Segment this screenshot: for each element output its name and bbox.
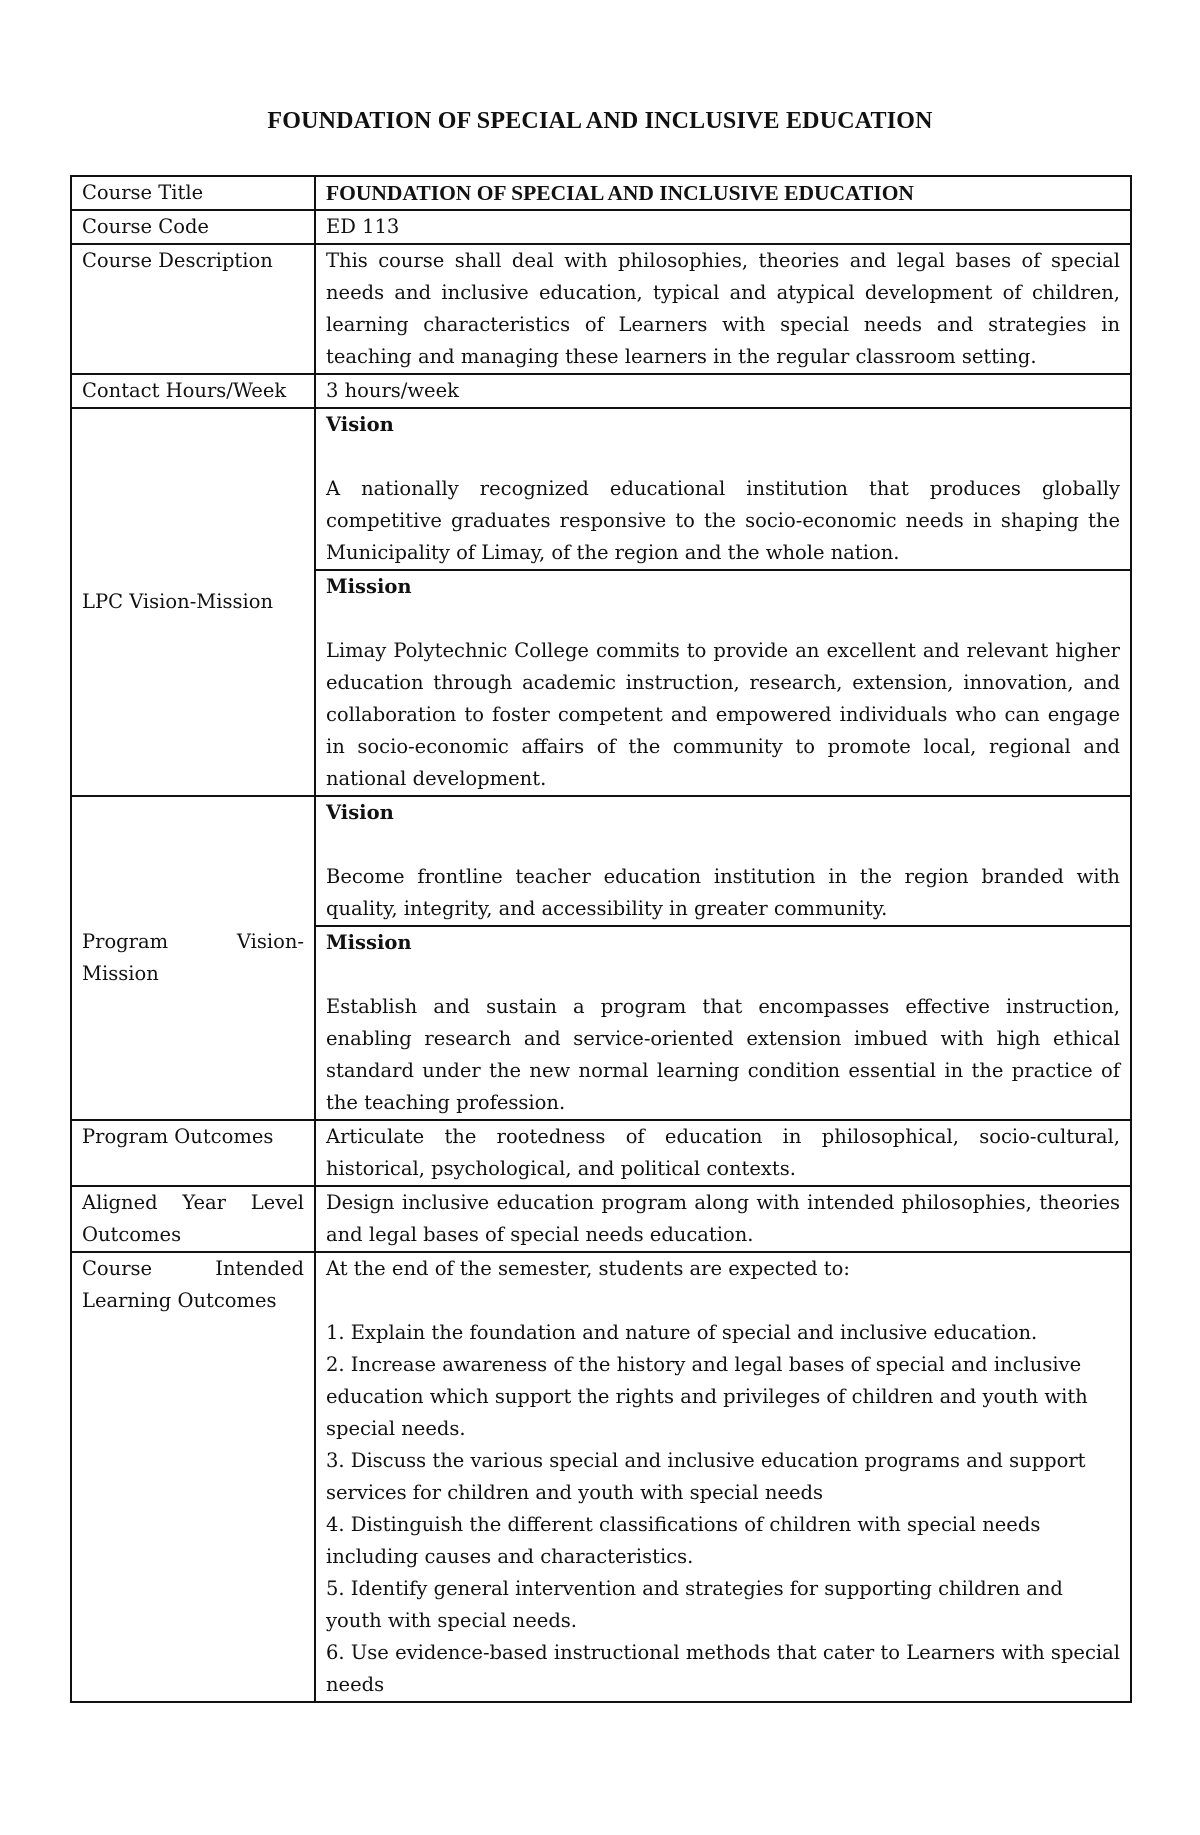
lpc-vision-row — [71, 408, 1131, 570]
program-vision-heading: Vision — [326, 801, 394, 824]
page-title: FOUNDATION OF SPECIAL AND INCLUSIVE EDUCATION — [267, 108, 933, 134]
lpc-vision-text: A nationally recognized educational institution that produces globally competitive graduates responsive to the socio-economic needs in shaping the Municipality of Limay, of the region and the whole nation. — [326, 477, 1120, 564]
spacer — [326, 603, 1120, 635]
course-intended-learning-outcomes-cell — [315, 1252, 1131, 1702]
program-outcomes-value: Articulate the rootedness of education in philosophical, socio-cultural, historical, psychological, and political contexts. — [315, 1120, 1131, 1186]
outcomes-intro: At the end of the semester, students are expected to: — [326, 1257, 850, 1280]
aligned-year-level-outcomes-label: Aligned Year Level Outcomes — [71, 1186, 315, 1252]
spacer — [326, 1285, 1120, 1317]
program-vision-row — [71, 796, 1131, 926]
spacer — [326, 829, 1120, 861]
lpc-vision-cell — [315, 408, 1131, 570]
course-description-label: Course Description — [71, 244, 315, 374]
spacer — [326, 959, 1120, 991]
aligned-year-level-outcomes-value: Design inclusive education program along with intended philosophies, theories and legal bases of special needs education. — [315, 1186, 1131, 1252]
lpc-vision-heading: Vision — [326, 413, 394, 436]
course-code-label: Course Code — [71, 210, 315, 244]
outcome-item-5: 5. Identify general intervention and strategies for supporting children and youth with special needs. — [326, 1577, 1063, 1632]
lpc-mission-heading: Mission — [326, 575, 412, 598]
program-mission-heading: Mission — [326, 931, 412, 954]
lpc-vision-mission-label: LPC Vision-Mission — [71, 408, 315, 796]
outcome-item-6: 6. Use evidence-based instructional methods that cater to Learners with special needs — [326, 1641, 1120, 1696]
course-description-row — [71, 244, 1131, 374]
outcome-item-1: 1. Explain the foundation and nature of special and inclusive education. — [326, 1321, 1038, 1344]
program-outcomes-label: Program Outcomes — [71, 1120, 315, 1186]
course-syllabus-table — [70, 175, 1132, 1703]
program-mission-cell — [315, 926, 1131, 1120]
program-vision-text: Become frontline teacher education institution in the region branded with quality, integrity, and accessibility in greater community. — [326, 865, 1120, 920]
course-description-value: This course shall deal with philosophies, theories and legal bases of special needs and inclusive education, typical and atypical development of children, learning characteristics of Learners with special needs and strategies in teaching and managing these learners in the regular classroom setting. — [315, 244, 1131, 374]
outcome-item-2: 2. Increase awareness of the history and legal bases of special and inclusive education which support the rights and privileges of children and youth with special needs. — [326, 1353, 1088, 1440]
outcome-item-3: 3. Discuss the various special and inclusive education programs and support services for children and youth with special needs — [326, 1449, 1086, 1504]
program-vision-cell — [315, 796, 1131, 926]
course-intended-learning-outcomes-label: Course Intended Learning Outcomes — [71, 1252, 315, 1702]
lpc-mission-text: Limay Polytechnic College commits to provide an excellent and relevant higher education through academic instruction, research, extension, innovation, and collaboration to foster competent and empowered individuals who can engage in socio-economic affairs of the community to promote local, regional and national development. — [326, 639, 1120, 790]
course-code-row — [71, 210, 1131, 244]
lpc-mission-cell — [315, 570, 1131, 796]
program-vision-mission-label: Program Vision-Mission — [71, 796, 315, 1120]
contact-hours-row — [71, 374, 1131, 408]
aligned-year-level-outcomes-row — [71, 1186, 1131, 1252]
course-code-value: ED 113 — [315, 210, 1131, 244]
course-title-value: FOUNDATION OF SPECIAL AND INCLUSIVE EDUCATION — [315, 176, 1131, 210]
spacer — [326, 441, 1120, 473]
course-title-row — [71, 176, 1131, 210]
program-outcomes-row — [71, 1120, 1131, 1186]
course-intended-learning-outcomes-row — [71, 1252, 1131, 1702]
program-mission-text: Establish and sustain a program that encompasses effective instruction, enabling research and service-oriented extension imbued with high ethical standard under the new normal learning condition essential in the practice of the teaching profession. — [326, 995, 1120, 1114]
contact-hours-value: 3 hours/week — [315, 374, 1131, 408]
outcome-item-4: 4. Distinguish the different classifications of children with special needs including causes and characteristics. — [326, 1513, 1041, 1568]
contact-hours-label: Contact Hours/Week — [71, 374, 315, 408]
course-title-label: Course Title — [71, 176, 315, 210]
